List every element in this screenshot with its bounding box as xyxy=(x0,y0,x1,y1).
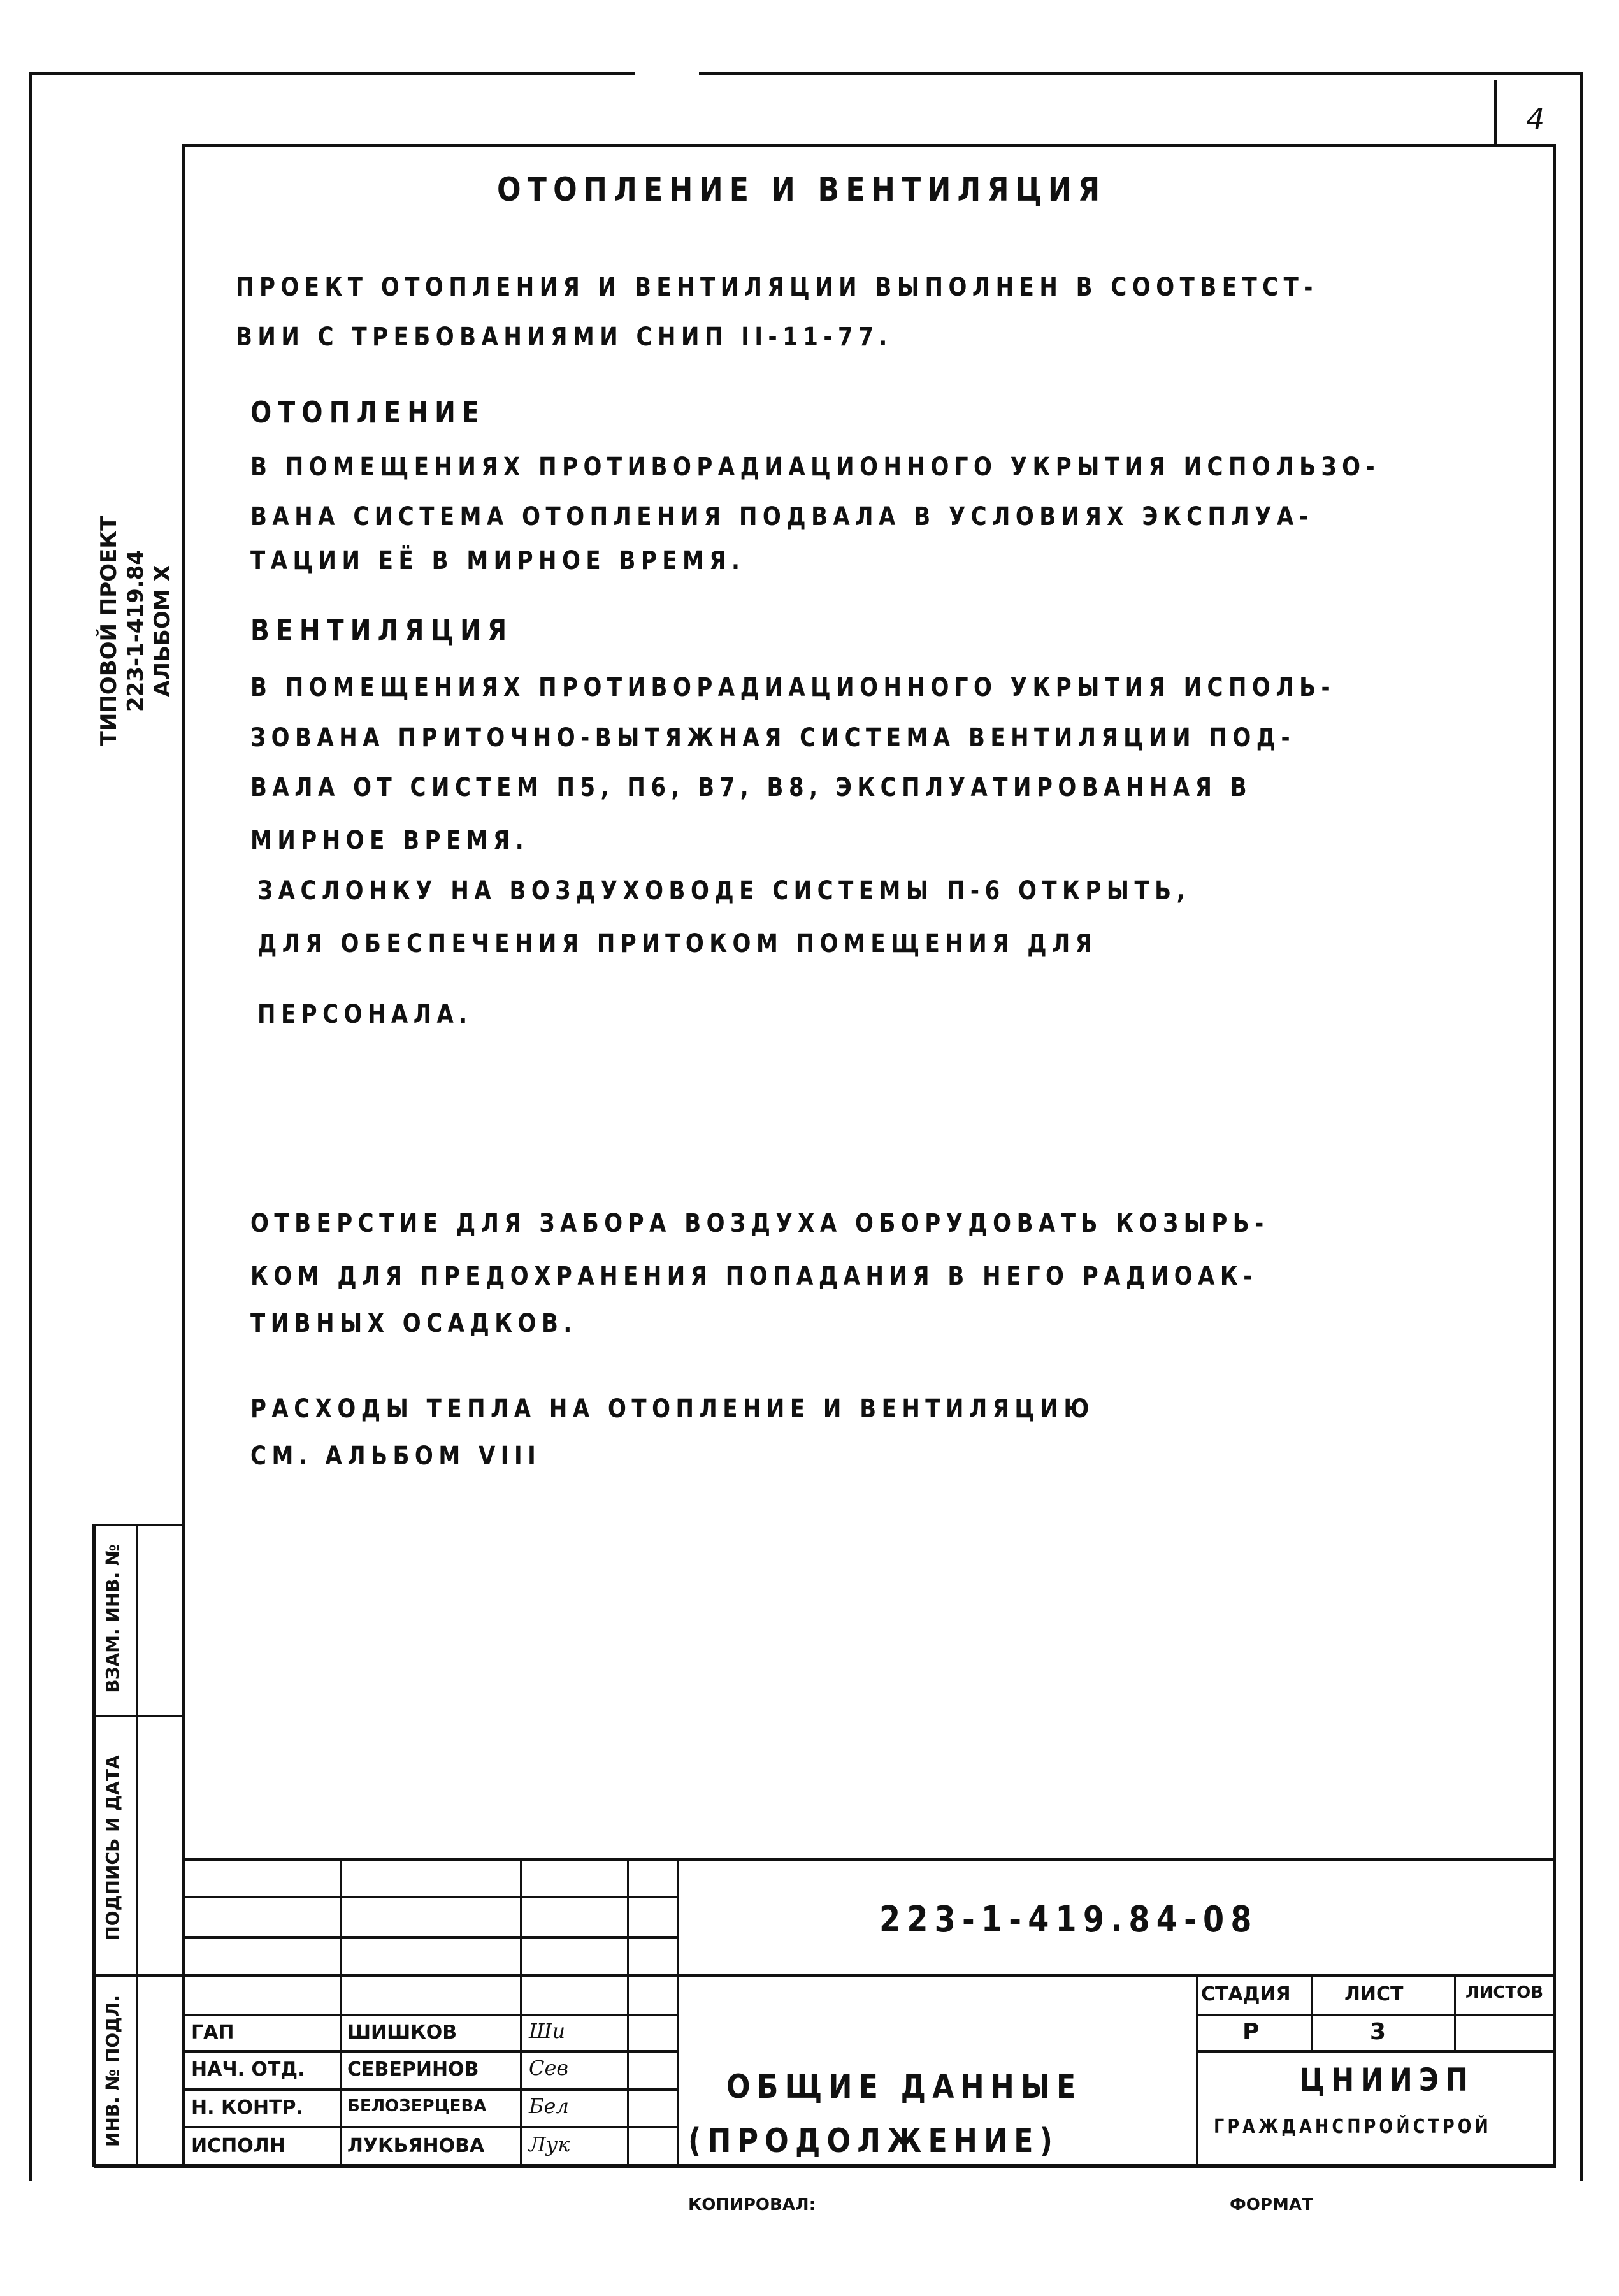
side-cell-replace-inv: ВЗАМ. ИНВ. № xyxy=(102,1544,123,1693)
outer-border-left xyxy=(29,72,32,2181)
stage-label: СТАДИЯ xyxy=(1201,1983,1291,2005)
intro-line: ВИИ С ТРЕБОВАНИЯМИ СНИП II-11-77. xyxy=(236,322,893,352)
heating-line: В ПОМЕЩЕНИЯХ ПРОТИВОРАДИАЦИОННОГО УКРЫТИЯ ИСПОЛЬЗО- xyxy=(250,452,1381,482)
side-cell-line xyxy=(92,1715,185,1717)
role-head: НАЧ. ОТД. xyxy=(191,2058,305,2081)
side-stamp-line2: 223-1-419.84 xyxy=(123,549,148,712)
name-gap: ШИШКОВ xyxy=(347,2021,457,2044)
heating-line: ВАНА СИСТЕМА ОТОПЛЕНИЯ ПОДВАЛА В УСЛОВИЯХ ЭКСПЛУА- xyxy=(250,502,1314,531)
side-stamp xyxy=(96,440,185,822)
name-control: БЕЛОЗЕРЦЕВА xyxy=(347,2097,487,2116)
role-control: Н. КОНТР. xyxy=(191,2097,303,2119)
title-block-top xyxy=(184,1858,1554,1861)
stage-value: Р xyxy=(1242,2019,1260,2045)
sheet-label: ЛИСТ xyxy=(1344,1983,1404,2005)
signature-author: Лук xyxy=(529,2132,570,2156)
org-sub: ГРАЖДАНСПРОЙСТРОЙ xyxy=(1214,2116,1492,2138)
ventilation-line: ВАЛА ОТ СИСТЕМ П5, П6, В7, В8, ЭКСПЛУАТИРОВАННАЯ В xyxy=(250,773,1253,802)
page-title: ОТОПЛЕНИЕ И ВЕНТИЛЯЦИЯ xyxy=(497,171,1107,209)
frame-top xyxy=(184,144,1554,147)
side-column-split xyxy=(136,1524,138,2167)
signature-control: Бел xyxy=(529,2094,569,2118)
tb-col-line xyxy=(520,1858,522,2167)
tb-row-line xyxy=(184,2088,677,2091)
tb-col-line xyxy=(627,1858,629,2167)
outer-border-right xyxy=(1580,72,1583,2181)
page-box-divider xyxy=(1494,80,1497,144)
heating-heading: ОТОПЛЕНИЕ xyxy=(250,395,486,430)
tb-col-line xyxy=(1311,1974,1313,2052)
sheet-title-sub: (ПРОДОЛЖЕНИЕ) xyxy=(688,2122,1060,2160)
copied-label: КОПИРОВАЛ: xyxy=(688,2195,816,2214)
side-stamp-line3: АЛЬБОМ X xyxy=(150,565,175,697)
tb-row-line xyxy=(184,2014,677,2016)
sheet-value: 3 xyxy=(1370,2019,1386,2045)
ventilation-line: В ПОМЕЩЕНИЯХ ПРОТИВОРАДИАЦИОННОГО УКРЫТИЯ ИСПОЛЬ- xyxy=(250,673,1336,702)
tb-col-line xyxy=(1196,1974,1198,2167)
signature-head: Сев xyxy=(529,2056,569,2080)
format-label: ФОРМАТ xyxy=(1230,2195,1313,2214)
ventilation-note-line: ПЕРСОНАЛА. xyxy=(257,1000,473,1029)
heat-costs-line: РАСХОДЫ ТЕПЛА НА ОТОПЛЕНИЕ И ВЕНТИЛЯЦИЮ xyxy=(250,1394,1095,1424)
side-column-left xyxy=(92,1524,96,2167)
heating-line: ТАЦИИ ЕЁ В МИРНОЕ ВРЕМЯ. xyxy=(250,546,745,575)
tb-main-divider xyxy=(94,1974,1556,1977)
name-author: ЛУКЬЯНОВА xyxy=(347,2135,485,2157)
intake-line: ТИВНЫХ ОСАДКОВ. xyxy=(250,1309,577,1338)
tb-row-line xyxy=(184,2126,677,2128)
intro-line: ПРОЕКТ ОТОПЛЕНИЯ И ВЕНТИЛЯЦИИ ВЫПОЛНЕН В СООТВЕТСТ- xyxy=(236,273,1318,302)
tb-row-line xyxy=(184,1936,677,1939)
side-cell-signature-date: ПОДПИСЬ И ДАТА xyxy=(102,1755,123,1941)
frame-right xyxy=(1553,144,1556,2167)
sheet-title: ОБЩИЕ ДАННЫЕ xyxy=(726,2068,1083,2106)
role-author: ИСПОЛН xyxy=(191,2135,285,2157)
ventilation-note-line: ЗАСЛОНКУ НА ВОЗДУХОВОДЕ СИСТЕМЫ П-6 ОТКРЫТЬ, xyxy=(257,876,1191,906)
tb-row-line xyxy=(184,1896,677,1898)
outer-border-top-left xyxy=(29,72,635,75)
tb-col-line xyxy=(677,1858,679,2167)
tb-col-line xyxy=(1454,1974,1456,2052)
tb-row-line xyxy=(184,2050,677,2053)
ventilation-note-line: ДЛЯ ОБЕСПЕЧЕНИЯ ПРИТОКОМ ПОМЕЩЕНИЯ ДЛЯ xyxy=(257,929,1098,958)
tb-row-line xyxy=(1196,2014,1556,2016)
intake-line: КОМ ДЛЯ ПРЕДОХРАНЕНИЯ ПОПАДАНИЯ В НЕГО РАДИОАК- xyxy=(250,1262,1258,1291)
sheets-label: ЛИСТОВ xyxy=(1465,1983,1544,2002)
intake-line: ОТВЕРСТИЕ ДЛЯ ЗАБОРА ВОЗДУХА ОБОРУДОВАТЬ КОЗЫРЬ- xyxy=(250,1209,1269,1238)
name-head: СЕВЕРИНОВ xyxy=(347,2058,479,2081)
side-stamp-line1: ТИПОВОЙ ПРОЕКТ xyxy=(96,516,122,746)
ventilation-line: ЗОВАНА ПРИТОЧНО-ВЫТЯЖНАЯ СИСТЕМА ВЕНТИЛЯЦИИ ПОД- xyxy=(250,723,1296,753)
frame-bottom xyxy=(94,2164,1556,2168)
ventilation-line: МИРНОЕ ВРЕМЯ. xyxy=(250,826,529,855)
signature-gap: Ши xyxy=(529,2019,566,2043)
tb-col-line xyxy=(340,1858,342,2167)
org-name: ЦНИИЭП xyxy=(1300,2061,1475,2098)
doc-number: 223-1-419.84-08 xyxy=(879,1899,1258,1940)
outer-border-top-right xyxy=(699,72,1582,75)
side-cell-inv-orig: ИНВ. № ПОДЛ. xyxy=(102,1995,123,2148)
role-gap: ГАП xyxy=(191,2021,234,2044)
heat-costs-line: СМ. АЛЬБОМ VIII xyxy=(250,1441,542,1471)
tb-row-line xyxy=(1196,2050,1556,2053)
ventilation-heading: ВЕНТИЛЯЦИЯ xyxy=(250,613,514,647)
page-number: 4 xyxy=(1526,102,1545,136)
